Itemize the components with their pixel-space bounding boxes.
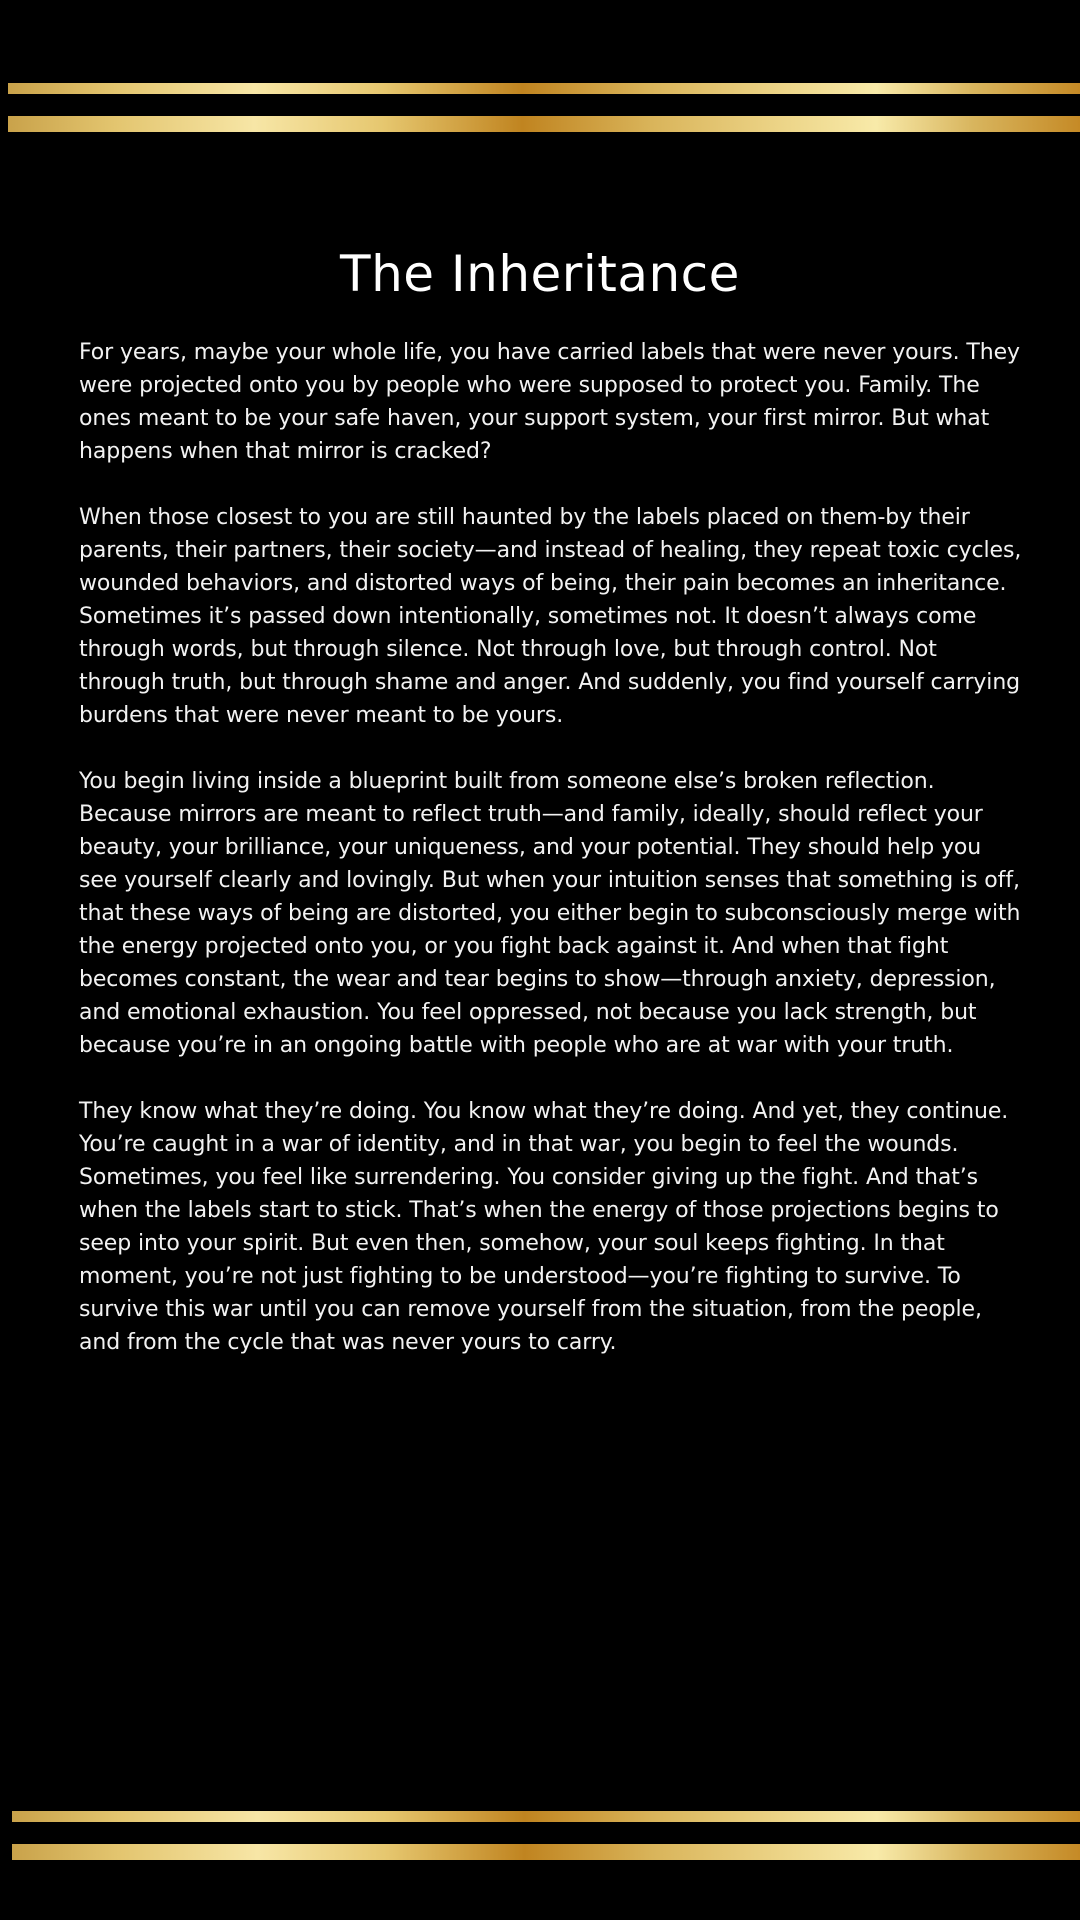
bottom-gold-stripe-thick <box>12 1844 1080 1860</box>
paragraph: For years, maybe your whole life, you have carried labels that were never yours. They were projected onto you by people who were supposed to protect you. Family. The ones meant to be your safe haven, your support system, your first mirror. But what happens when that mirror is cracked? <box>79 340 1020 464</box>
paragraph: You begin living inside a blueprint built from someone else’s broken reflection. Because mirrors are meant to reflect truth—and family, ideally, should reflect your beauty, your brilliance, your uniqueness, and your potential. They should help you see yourself clearly and lovingly. But when your intuition senses that something is off, that these ways of being are distorted, you either begin to subconsciously merge with the energy projected onto you, or you fight back against it. And when that fight becomes constant, the wear and tear begins to show—through anxiety, depression, and emotional exhaustion. You feel oppressed, not because you lack strength, but because you’re in an ongoing battle with people who are at war with your truth. <box>79 769 1021 1058</box>
article-body <box>79 336 1023 1392</box>
bottom-gold-stripe-thin <box>12 1811 1080 1822</box>
paragraph: When those closest to you are still haunted by the labels placed on them-by their parents, their partners, their society—and instead of healing, they repeat toxic cycles, wounded behaviors, and distorted ways of being, their pain becomes an inheritance. Sometimes it’s passed down intentionally, sometimes not. It doesn’t always come through words, but through silence. Not through love, but through control. Not through truth, but through shame and anger. And suddenly, you find yourself carrying burdens that were never meant to be yours. <box>79 505 1022 728</box>
top-gold-stripe-thick <box>8 116 1080 132</box>
paragraph: They know what they’re doing. You know what they’re doing. And yet, they continue. You’re caught in a war of identity, and in that war, you begin to feel the wounds. Sometimes, you feel like surrendering. You consider giving up the fight. And that’s when the labels start to stick. That’s when the energy of those projections begins to seep into your spirit. But even then, somehow, your soul keeps fighting. In that moment, you’re not just fighting to be understood—you’re fighting to survive. To survive this war until you can remove yourself from the situation, from the people, and from the cycle that was never yours to carry. <box>79 1099 1009 1355</box>
top-gold-stripe-thin <box>8 83 1080 94</box>
page-title: The Inheritance <box>340 245 740 303</box>
